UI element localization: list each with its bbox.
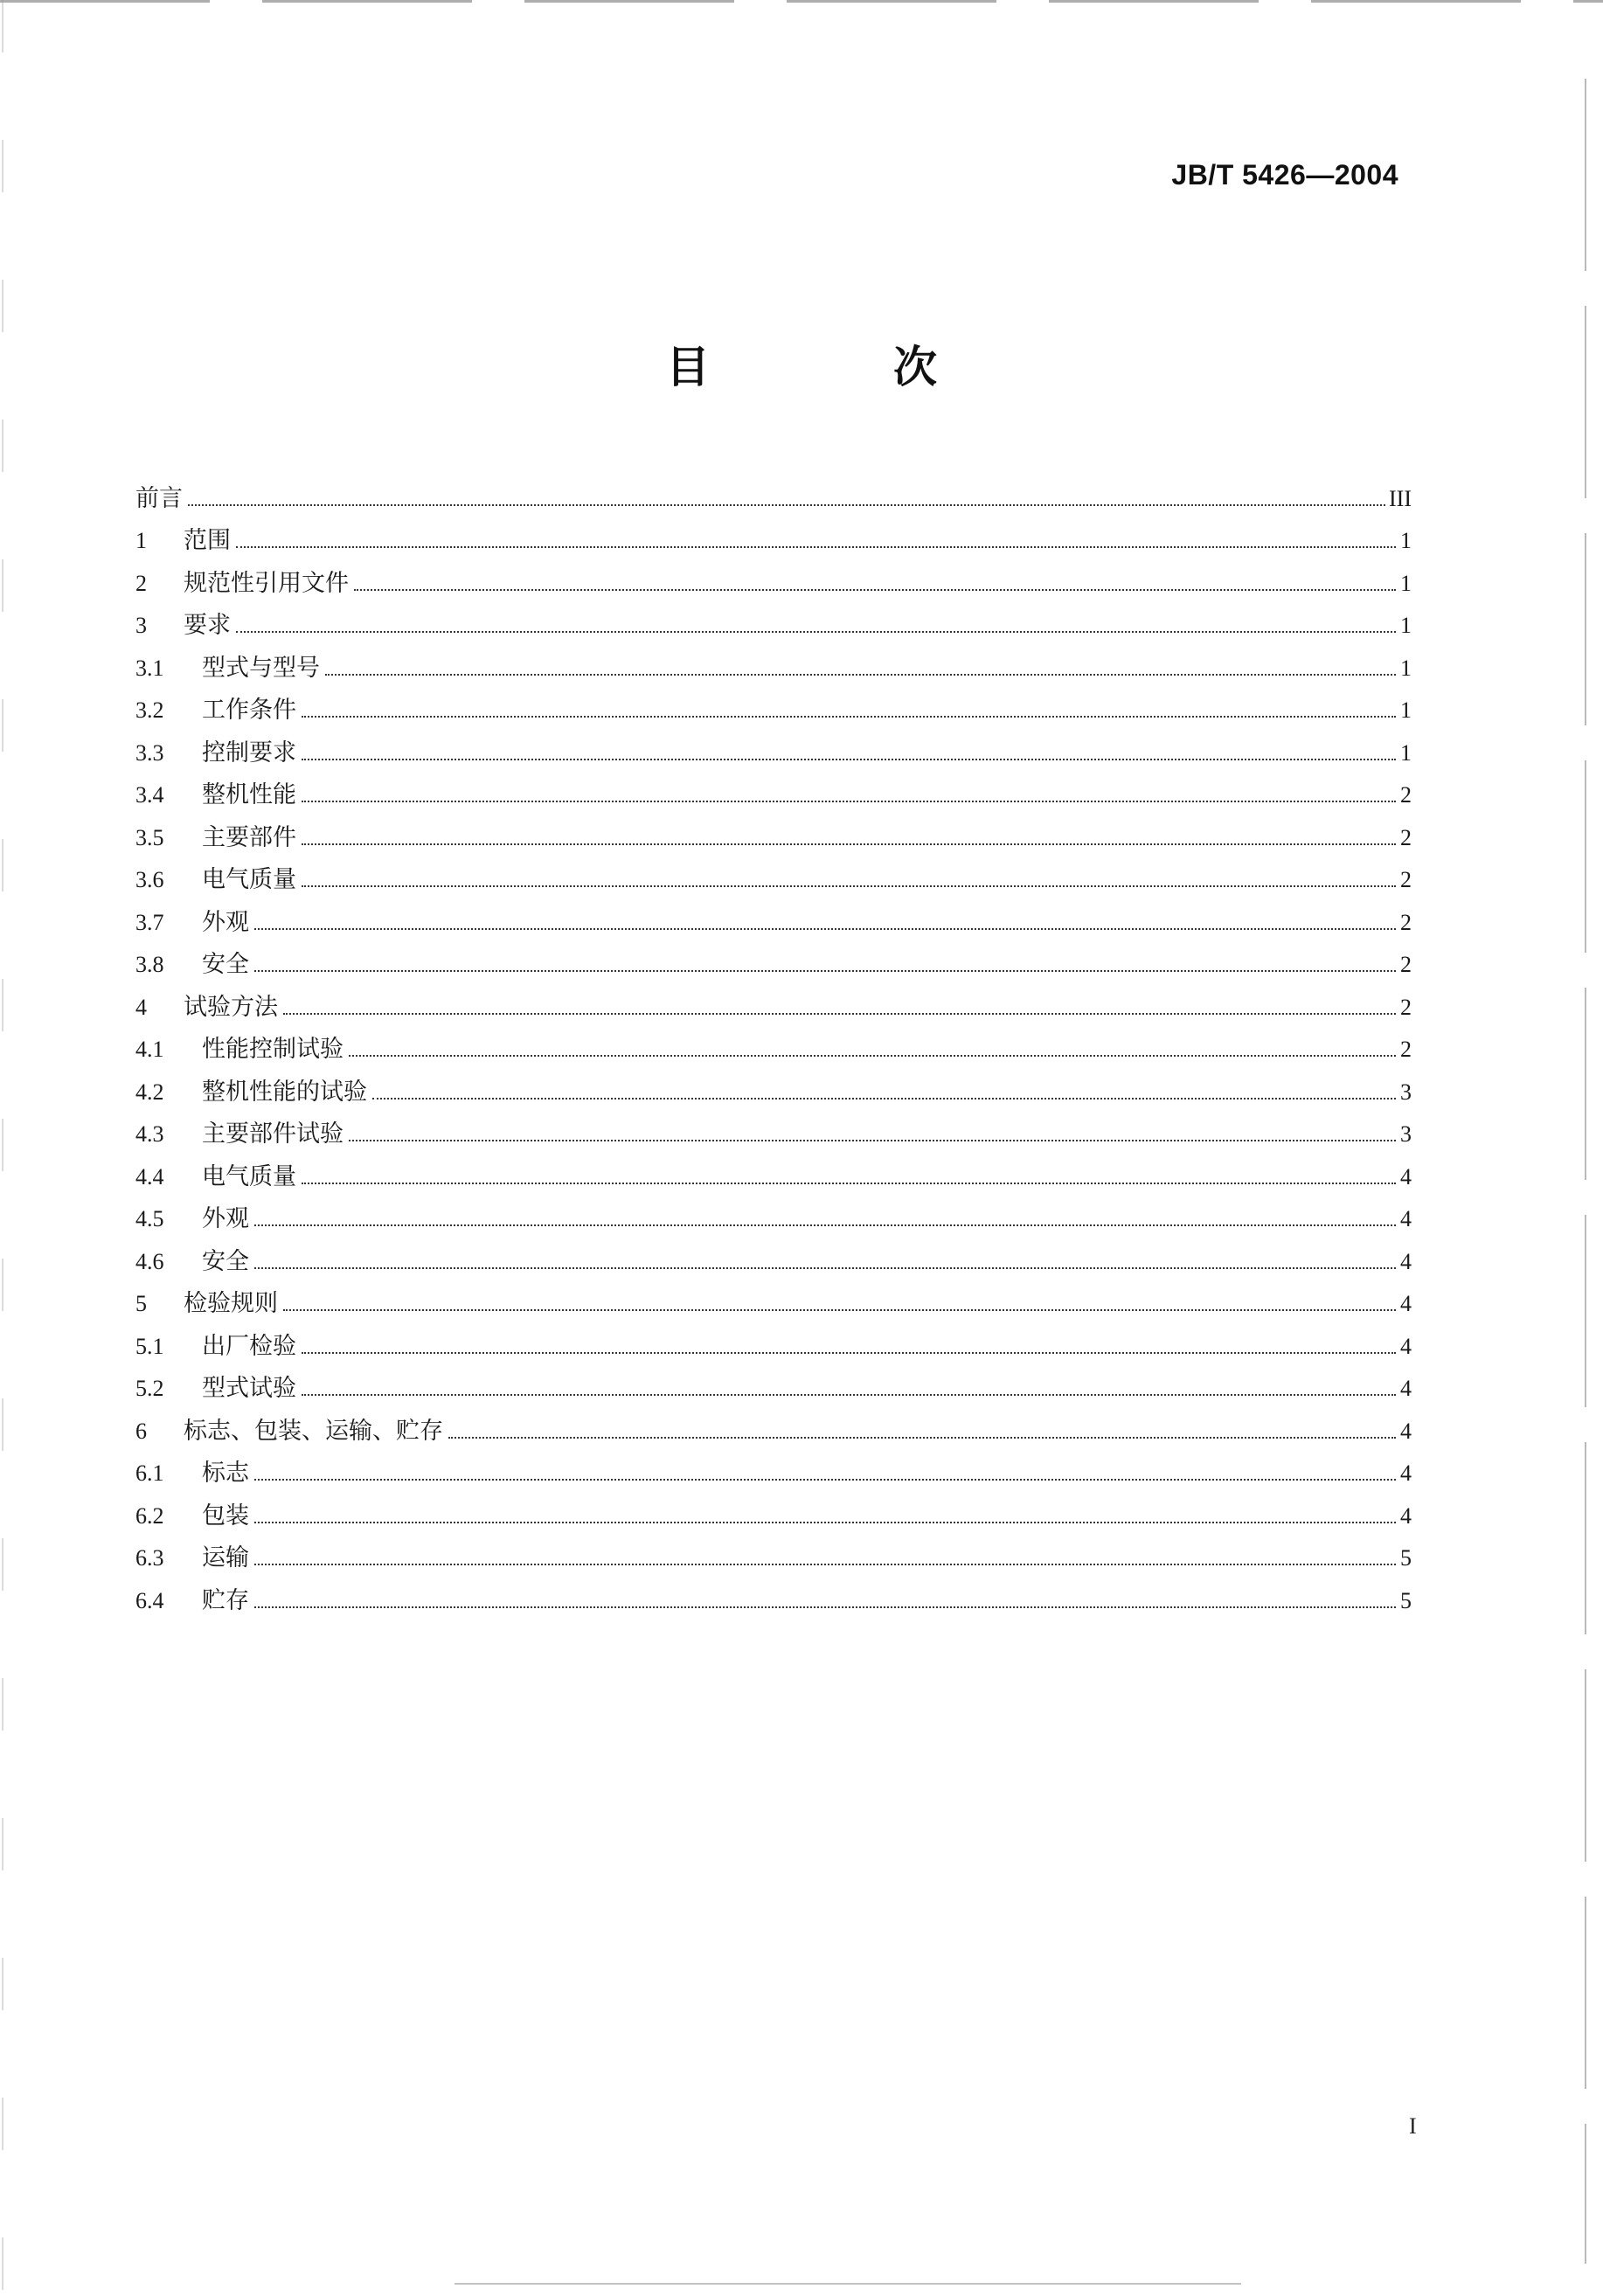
toc-dot-leader	[302, 715, 1396, 718]
toc-entry-number: 6.3	[135, 1545, 164, 1571]
toc-entry[interactable]	[135, 722, 1412, 765]
toc-entry-number: 4	[135, 994, 147, 1020]
toc-entry-title: 整机性能	[202, 781, 296, 808]
toc-entry-page: 4	[1400, 1418, 1412, 1444]
toc-entry-page: 1	[1400, 655, 1412, 681]
toc-entry-page: 2	[1400, 824, 1412, 850]
toc-entry[interactable]	[135, 510, 1412, 553]
toc-entry-title: 整机性能的试验	[202, 1078, 367, 1106]
toc-entry-title: 控制要求	[202, 739, 296, 766]
toc-dot-leader	[302, 800, 1396, 802]
toc-entry-page: 2	[1400, 909, 1412, 935]
toc-entry-title: 要求	[184, 612, 231, 639]
toc-entry-number: 3.8	[135, 952, 164, 977]
toc-entry-title: 检验规则	[184, 1290, 278, 1317]
scan-edge-right	[1585, 79, 1586, 2264]
toc-entry-number: 4.6	[135, 1248, 164, 1274]
toc-entry[interactable]	[135, 595, 1412, 638]
toc-entry-page: 1	[1400, 570, 1412, 596]
toc-entry[interactable]	[135, 552, 1412, 595]
toc-entry-page: 4	[1400, 1291, 1412, 1316]
toc-entry-number: 6.2	[135, 1502, 164, 1529]
toc-entry[interactable]	[135, 1146, 1412, 1189]
toc-entry-page: 3	[1400, 1079, 1412, 1105]
toc-entry-number: 3.6	[135, 867, 164, 892]
toc-entry-page: 1	[1400, 528, 1412, 553]
toc-entry-page: 5	[1400, 1545, 1412, 1571]
toc-entry[interactable]	[135, 1315, 1412, 1358]
toc-entry-title: 主要部件试验	[202, 1120, 344, 1148]
toc-entry-title: 外观	[202, 1205, 249, 1232]
toc-entry-page: 4	[1400, 1333, 1412, 1359]
toc-dot-leader	[302, 758, 1396, 760]
toc-entry-title: 包装	[202, 1502, 249, 1530]
toc-entry-page: 4	[1400, 1206, 1412, 1231]
toc-entry[interactable]	[135, 637, 1412, 680]
toc-entry-number: 4.1	[135, 1037, 164, 1062]
toc-title: 目 次	[666, 341, 1007, 392]
page-number: I	[1409, 2113, 1417, 2139]
toc-entry[interactable]	[135, 976, 1412, 1019]
toc-entry-number: 6	[135, 1418, 147, 1444]
toc-entry-number: 6.4	[135, 1587, 164, 1613]
toc-entry-page: III	[1389, 485, 1412, 511]
toc-entry-page: 4	[1400, 1502, 1412, 1529]
toc-dot-leader	[372, 1097, 1396, 1099]
toc-entry-page: 1	[1400, 739, 1412, 766]
toc-entry-title: 试验方法	[184, 993, 278, 1021]
toc-entry-number: 4.2	[135, 1079, 164, 1105]
toc-entry[interactable]	[135, 1061, 1412, 1104]
toc-entry-page: 2	[1400, 952, 1412, 977]
toc-entry-number: 5.1	[135, 1333, 164, 1359]
toc-entry[interactable]	[135, 1189, 1412, 1231]
toc-dot-leader	[254, 927, 1396, 930]
toc-entry-title: 安全	[202, 951, 249, 978]
toc-dot-leader	[283, 1012, 1396, 1015]
toc-dot-leader	[302, 884, 1396, 887]
toc-entry-number: 5	[135, 1291, 147, 1316]
toc-entry-number: 4.4	[135, 1163, 164, 1190]
toc-entry-title: 规范性引用文件	[184, 569, 349, 597]
toc-entry-page: 5	[1400, 1587, 1412, 1613]
toc-entry-number: 4.3	[135, 1121, 164, 1147]
toc-entry[interactable]	[135, 1570, 1412, 1613]
toc-entry-number: 3.5	[135, 824, 164, 850]
toc-entry-page: 4	[1400, 1163, 1412, 1190]
toc-dot-leader	[254, 1521, 1396, 1523]
toc-dot-leader	[254, 1224, 1396, 1226]
toc-dot-leader	[236, 630, 1396, 633]
toc-entry-page: 4	[1400, 1460, 1412, 1486]
toc-entry-title: 范围	[184, 527, 231, 554]
toc-dot-leader	[349, 1054, 1396, 1057]
toc-entry[interactable]	[135, 1019, 1412, 1062]
toc-dot-leader	[254, 1478, 1396, 1481]
toc-dot-leader	[354, 588, 1396, 591]
toc-entry[interactable]	[135, 468, 1412, 510]
toc-entry-title: 运输	[202, 1544, 249, 1571]
toc-entry[interactable]	[135, 1400, 1412, 1443]
toc-dot-leader	[254, 1606, 1396, 1608]
toc-entry-page: 1	[1400, 697, 1412, 723]
toc-entry-page: 4	[1400, 1248, 1412, 1274]
toc-entry[interactable]	[135, 680, 1412, 723]
toc-entry-title: 型式与型号	[202, 654, 320, 682]
toc-entry-page: 2	[1400, 994, 1412, 1020]
toc-entry-title: 出厂检验	[202, 1332, 296, 1360]
toc-entry-title: 性能控制试验	[202, 1036, 344, 1063]
toc-entry-title: 外观	[202, 908, 249, 936]
toc-entry[interactable]	[135, 1443, 1412, 1486]
toc-entry[interactable]	[135, 850, 1412, 892]
toc-entry[interactable]	[135, 1104, 1412, 1147]
scan-edge-bottom	[455, 2283, 1241, 2285]
toc-entry-number: 3.2	[135, 697, 164, 723]
toc-entry[interactable]	[135, 1231, 1412, 1273]
toc-dot-leader	[302, 1351, 1396, 1354]
toc-entry[interactable]	[135, 1273, 1412, 1316]
toc-entry-page: 2	[1400, 782, 1412, 808]
toc-entry-title: 主要部件	[202, 823, 296, 851]
toc-entry-title: 工作条件	[202, 697, 296, 724]
toc-entry-page: 2	[1400, 1037, 1412, 1062]
toc-dot-leader	[349, 1139, 1396, 1141]
standard-number: JB/T 5426—2004	[1171, 159, 1398, 191]
toc-entry-number: 3.4	[135, 782, 164, 808]
toc-entry-number: 3.7	[135, 909, 164, 935]
toc-entry-title: 安全	[202, 1247, 249, 1275]
toc-entry-number: 2	[135, 570, 147, 596]
toc-entry-title: 型式试验	[202, 1375, 296, 1402]
toc-entry-number: 1	[135, 528, 147, 553]
toc-entry[interactable]	[135, 934, 1412, 977]
toc-entry[interactable]	[135, 891, 1412, 934]
toc-dot-leader	[302, 1182, 1396, 1184]
toc-entry-number: 6.1	[135, 1460, 164, 1486]
toc-entry-page: 1	[1400, 613, 1412, 638]
toc-dot-leader	[302, 1393, 1396, 1396]
toc-entry[interactable]	[135, 765, 1412, 808]
toc-dot-leader	[236, 545, 1396, 548]
toc-dot-leader	[254, 1266, 1396, 1269]
toc-entry-number: 3	[135, 613, 147, 638]
toc-dot-leader	[448, 1436, 1396, 1439]
toc-entry[interactable]	[135, 1358, 1412, 1401]
toc-entry-number: 5.2	[135, 1376, 164, 1401]
toc-entry[interactable]	[135, 1528, 1412, 1571]
toc-entry-title: 标志	[202, 1460, 249, 1487]
toc-entry-title: 标志、包装、运输、贮存	[184, 1417, 443, 1445]
toc-entry-number: 4.5	[135, 1206, 164, 1231]
toc-entry-title: 电气质量	[202, 866, 296, 893]
toc-dot-leader	[188, 503, 1385, 506]
toc-entry-number: 3.1	[135, 655, 164, 681]
toc-entry-title: 电气质量	[202, 1162, 296, 1190]
toc-entry-page: 2	[1400, 867, 1412, 892]
toc-dot-leader	[254, 969, 1396, 972]
toc-entry-page: 3	[1400, 1121, 1412, 1147]
toc-entry-title: 贮存	[202, 1586, 249, 1614]
toc-dot-leader	[325, 673, 1396, 676]
toc-dot-leader	[283, 1308, 1396, 1311]
toc-dot-leader	[302, 843, 1396, 845]
toc-entry-number: 3.3	[135, 739, 164, 766]
toc-entry-title: 前言	[135, 484, 183, 512]
toc-entry-page: 4	[1400, 1376, 1412, 1401]
toc-entry[interactable]	[135, 1485, 1412, 1528]
table-of-contents	[135, 468, 1412, 1613]
toc-dot-leader	[254, 1563, 1396, 1565]
scan-edge-top	[0, 0, 1603, 3]
toc-entry[interactable]	[135, 807, 1412, 850]
